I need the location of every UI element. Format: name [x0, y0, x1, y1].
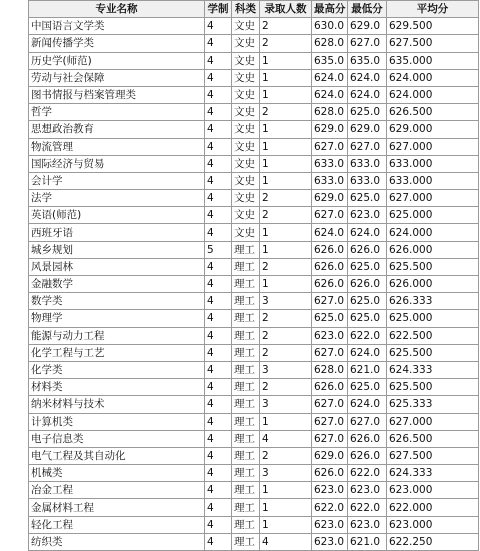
avg-score-cell: 626.333	[387, 293, 479, 310]
category-cell: 理工	[232, 533, 260, 550]
admitted-count-cell: 3	[260, 396, 312, 413]
min-score-cell: 625.0	[348, 293, 387, 310]
table-row	[29, 104, 479, 121]
min-score-cell: 626.0	[348, 241, 387, 258]
min-score-cell: 624.0	[348, 396, 387, 413]
category-cell: 理工	[232, 258, 260, 275]
category-cell: 理工	[232, 241, 260, 258]
min-score-cell: 624.0	[348, 86, 387, 103]
duration-cell: 4	[205, 207, 232, 224]
duration-cell: 4	[205, 430, 232, 447]
category-cell: 文史	[232, 104, 260, 121]
max-score-cell: 623.0	[312, 533, 348, 550]
avg-score-cell: 626.500	[387, 104, 479, 121]
max-score-cell: 627.0	[312, 396, 348, 413]
header-duration: 学制	[205, 1, 232, 18]
table-row	[29, 344, 479, 361]
max-score-cell: 623.0	[312, 327, 348, 344]
avg-score-cell: 625.500	[387, 344, 479, 361]
min-score-cell: 622.0	[348, 327, 387, 344]
duration-cell: 4	[205, 465, 232, 482]
avg-score-cell: 627.500	[387, 447, 479, 464]
category-cell: 文史	[232, 86, 260, 103]
avg-score-cell: 624.000	[387, 224, 479, 241]
duration-cell: 4	[205, 121, 232, 138]
avg-score-cell: 627.000	[387, 190, 479, 207]
min-score-cell: 626.0	[348, 276, 387, 293]
avg-score-cell: 624.333	[387, 465, 479, 482]
duration-cell: 4	[205, 224, 232, 241]
category-cell: 文史	[232, 172, 260, 189]
min-score-cell: 633.0	[348, 155, 387, 172]
max-score-cell: 629.0	[312, 190, 348, 207]
admitted-count-cell: 4	[260, 533, 312, 550]
category-cell: 理工	[232, 344, 260, 361]
max-score-cell: 628.0	[312, 361, 348, 378]
category-cell: 理工	[232, 430, 260, 447]
table-row	[29, 18, 479, 35]
major-name-cell: 劳动与社会保障	[29, 69, 205, 86]
category-cell: 理工	[232, 327, 260, 344]
duration-cell: 4	[205, 361, 232, 378]
table-row	[29, 86, 479, 103]
admitted-count-cell: 3	[260, 361, 312, 378]
max-score-cell: 626.0	[312, 465, 348, 482]
admitted-count-cell: 1	[260, 69, 312, 86]
avg-score-cell: 635.000	[387, 52, 479, 69]
header-row	[29, 1, 479, 18]
max-score-cell: 633.0	[312, 155, 348, 172]
major-name-cell: 会计学	[29, 172, 205, 189]
duration-cell: 4	[205, 276, 232, 293]
major-name-cell: 历史学(师范)	[29, 52, 205, 69]
category-cell: 文史	[232, 155, 260, 172]
avg-score-cell: 627.000	[387, 138, 479, 155]
avg-score-cell: 629.000	[387, 121, 479, 138]
max-score-cell: 624.0	[312, 69, 348, 86]
duration-cell: 4	[205, 310, 232, 327]
category-cell: 理工	[232, 482, 260, 499]
table-row	[29, 172, 479, 189]
avg-score-cell: 624.333	[387, 361, 479, 378]
max-score-cell: 627.0	[312, 293, 348, 310]
category-cell: 理工	[232, 465, 260, 482]
avg-score-cell: 625.000	[387, 310, 479, 327]
max-score-cell: 623.0	[312, 482, 348, 499]
admitted-count-cell: 2	[260, 379, 312, 396]
table-row	[29, 361, 479, 378]
min-score-cell: 635.0	[348, 52, 387, 69]
admitted-count-cell: 2	[260, 258, 312, 275]
admitted-count-cell: 1	[260, 138, 312, 155]
table-row	[29, 430, 479, 447]
admitted-count-cell: 3	[260, 293, 312, 310]
admitted-count-cell: 2	[260, 207, 312, 224]
table-row	[29, 121, 479, 138]
max-score-cell: 622.0	[312, 499, 348, 516]
max-score-cell: 624.0	[312, 224, 348, 241]
max-score-cell: 626.0	[312, 241, 348, 258]
major-name-cell: 金属材料工程	[29, 499, 205, 516]
table-row	[29, 533, 479, 550]
min-score-cell: 622.0	[348, 499, 387, 516]
min-score-cell: 624.0	[348, 344, 387, 361]
major-name-cell: 数学类	[29, 293, 205, 310]
min-score-cell: 626.0	[348, 447, 387, 464]
min-score-cell: 624.0	[348, 224, 387, 241]
avg-score-cell: 622.500	[387, 327, 479, 344]
max-score-cell: 629.0	[312, 121, 348, 138]
major-name-cell: 法学	[29, 190, 205, 207]
avg-score-cell: 623.000	[387, 516, 479, 533]
major-name-cell: 新闻传播学类	[29, 35, 205, 52]
admitted-count-cell: 1	[260, 86, 312, 103]
max-score-cell: 628.0	[312, 104, 348, 121]
avg-score-cell: 624.000	[387, 69, 479, 86]
min-score-cell: 625.0	[348, 104, 387, 121]
max-score-cell: 627.0	[312, 344, 348, 361]
category-cell: 文史	[232, 190, 260, 207]
admitted-count-cell: 1	[260, 224, 312, 241]
avg-score-cell: 633.000	[387, 172, 479, 189]
major-name-cell: 材料类	[29, 379, 205, 396]
admission-scores-table	[28, 0, 479, 551]
avg-score-cell: 626.000	[387, 276, 479, 293]
min-score-cell: 625.0	[348, 379, 387, 396]
category-cell: 理工	[232, 361, 260, 378]
max-score-cell: 635.0	[312, 52, 348, 69]
category-cell: 理工	[232, 516, 260, 533]
admitted-count-cell: 2	[260, 344, 312, 361]
table-body	[29, 18, 479, 551]
header-major-name: 专业名称	[29, 1, 205, 18]
max-score-cell: 629.0	[312, 447, 348, 464]
major-name-cell: 物理学	[29, 310, 205, 327]
category-cell: 文史	[232, 18, 260, 35]
avg-score-cell: 623.000	[387, 482, 479, 499]
avg-score-cell: 633.000	[387, 155, 479, 172]
avg-score-cell: 627.500	[387, 35, 479, 52]
admitted-count-cell: 2	[260, 35, 312, 52]
duration-cell: 4	[205, 379, 232, 396]
duration-cell: 4	[205, 396, 232, 413]
major-name-cell: 机械类	[29, 465, 205, 482]
header-category: 科类	[232, 1, 260, 18]
table-row	[29, 138, 479, 155]
min-score-cell: 627.0	[348, 138, 387, 155]
category-cell: 文史	[232, 69, 260, 86]
major-name-cell: 英语(师范)	[29, 207, 205, 224]
admitted-count-cell: 4	[260, 430, 312, 447]
major-name-cell: 金融数学	[29, 276, 205, 293]
major-name-cell: 风景园林	[29, 258, 205, 275]
admitted-count-cell: 1	[260, 482, 312, 499]
min-score-cell: 625.0	[348, 310, 387, 327]
max-score-cell: 626.0	[312, 276, 348, 293]
max-score-cell: 624.0	[312, 86, 348, 103]
category-cell: 理工	[232, 499, 260, 516]
table-row	[29, 155, 479, 172]
major-name-cell: 电气工程及其自动化	[29, 447, 205, 464]
duration-cell: 4	[205, 293, 232, 310]
avg-score-cell: 627.000	[387, 413, 479, 430]
min-score-cell: 623.0	[348, 207, 387, 224]
max-score-cell: 623.0	[312, 516, 348, 533]
table-row	[29, 499, 479, 516]
max-score-cell: 633.0	[312, 172, 348, 189]
admitted-count-cell: 2	[260, 104, 312, 121]
min-score-cell: 623.0	[348, 516, 387, 533]
avg-score-cell: 626.500	[387, 430, 479, 447]
admitted-count-cell: 2	[260, 447, 312, 464]
min-score-cell: 621.0	[348, 533, 387, 550]
category-cell: 文史	[232, 138, 260, 155]
table-header	[29, 1, 479, 18]
major-name-cell: 化学类	[29, 361, 205, 378]
major-name-cell: 纺织类	[29, 533, 205, 550]
table-row	[29, 396, 479, 413]
major-name-cell: 哲学	[29, 104, 205, 121]
admitted-count-cell: 1	[260, 499, 312, 516]
duration-cell: 4	[205, 327, 232, 344]
admitted-count-cell: 1	[260, 172, 312, 189]
table-row	[29, 465, 479, 482]
max-score-cell: 627.0	[312, 207, 348, 224]
duration-cell: 4	[205, 138, 232, 155]
min-score-cell: 622.0	[348, 465, 387, 482]
max-score-cell: 627.0	[312, 430, 348, 447]
table-row	[29, 190, 479, 207]
major-name-cell: 物流管理	[29, 138, 205, 155]
table-row	[29, 35, 479, 52]
min-score-cell: 627.0	[348, 413, 387, 430]
table-row	[29, 293, 479, 310]
min-score-cell: 621.0	[348, 361, 387, 378]
admitted-count-cell: 2	[260, 310, 312, 327]
category-cell: 文史	[232, 35, 260, 52]
category-cell: 理工	[232, 447, 260, 464]
duration-cell: 5	[205, 241, 232, 258]
admitted-count-cell: 1	[260, 413, 312, 430]
major-name-cell: 图书情报与档案管理类	[29, 86, 205, 103]
table-row	[29, 258, 479, 275]
table-row	[29, 482, 479, 499]
duration-cell: 4	[205, 344, 232, 361]
header-max-score: 最高分	[312, 1, 348, 18]
min-score-cell: 633.0	[348, 172, 387, 189]
avg-score-cell: 625.500	[387, 379, 479, 396]
admitted-count-cell: 2	[260, 190, 312, 207]
header-min-score: 最低分	[348, 1, 387, 18]
duration-cell: 4	[205, 86, 232, 103]
major-name-cell: 纳米材料与技术	[29, 396, 205, 413]
header-avg-score: 平均分	[387, 1, 479, 18]
duration-cell: 4	[205, 69, 232, 86]
duration-cell: 4	[205, 190, 232, 207]
table-row	[29, 69, 479, 86]
avg-score-cell: 625.333	[387, 396, 479, 413]
major-name-cell: 思想政治教育	[29, 121, 205, 138]
duration-cell: 4	[205, 35, 232, 52]
category-cell: 理工	[232, 413, 260, 430]
category-cell: 理工	[232, 379, 260, 396]
admitted-count-cell: 2	[260, 327, 312, 344]
table-row	[29, 241, 479, 258]
min-score-cell: 627.0	[348, 35, 387, 52]
max-score-cell: 627.0	[312, 413, 348, 430]
table-row	[29, 276, 479, 293]
max-score-cell: 630.0	[312, 18, 348, 35]
category-cell: 文史	[232, 121, 260, 138]
admitted-count-cell: 1	[260, 155, 312, 172]
duration-cell: 4	[205, 104, 232, 121]
duration-cell: 4	[205, 258, 232, 275]
major-name-cell: 计算机类	[29, 413, 205, 430]
duration-cell: 4	[205, 18, 232, 35]
table-row	[29, 327, 479, 344]
admitted-count-cell: 1	[260, 516, 312, 533]
major-name-cell: 城乡规划	[29, 241, 205, 258]
table-row	[29, 516, 479, 533]
category-cell: 理工	[232, 310, 260, 327]
admitted-count-cell: 2	[260, 18, 312, 35]
max-score-cell: 625.0	[312, 310, 348, 327]
table-row	[29, 447, 479, 464]
duration-cell: 4	[205, 172, 232, 189]
admitted-count-cell: 1	[260, 52, 312, 69]
min-score-cell: 625.0	[348, 190, 387, 207]
category-cell: 理工	[232, 396, 260, 413]
major-name-cell: 西班牙语	[29, 224, 205, 241]
admitted-count-cell: 1	[260, 241, 312, 258]
category-cell: 文史	[232, 52, 260, 69]
table-row	[29, 52, 479, 69]
duration-cell: 4	[205, 155, 232, 172]
major-name-cell: 国际经济与贸易	[29, 155, 205, 172]
category-cell: 理工	[232, 276, 260, 293]
category-cell: 文史	[232, 207, 260, 224]
duration-cell: 4	[205, 533, 232, 550]
avg-score-cell: 629.500	[387, 18, 479, 35]
duration-cell: 4	[205, 52, 232, 69]
avg-score-cell: 626.000	[387, 241, 479, 258]
duration-cell: 4	[205, 447, 232, 464]
min-score-cell: 625.0	[348, 258, 387, 275]
major-name-cell: 轻化工程	[29, 516, 205, 533]
avg-score-cell: 625.000	[387, 207, 479, 224]
min-score-cell: 623.0	[348, 482, 387, 499]
table-row	[29, 207, 479, 224]
table-row	[29, 310, 479, 327]
duration-cell: 4	[205, 516, 232, 533]
duration-cell: 4	[205, 499, 232, 516]
major-name-cell: 冶金工程	[29, 482, 205, 499]
major-name-cell: 电子信息类	[29, 430, 205, 447]
major-name-cell: 能源与动力工程	[29, 327, 205, 344]
category-cell: 文史	[232, 224, 260, 241]
min-score-cell: 624.0	[348, 69, 387, 86]
max-score-cell: 628.0	[312, 35, 348, 52]
duration-cell: 4	[205, 413, 232, 430]
max-score-cell: 627.0	[312, 138, 348, 155]
min-score-cell: 626.0	[348, 430, 387, 447]
table-row	[29, 413, 479, 430]
admitted-count-cell: 3	[260, 465, 312, 482]
major-name-cell: 中国语言文学类	[29, 18, 205, 35]
major-name-cell: 化学工程与工艺	[29, 344, 205, 361]
table-row	[29, 379, 479, 396]
min-score-cell: 629.0	[348, 121, 387, 138]
category-cell: 理工	[232, 293, 260, 310]
table-row	[29, 224, 479, 241]
admitted-count-cell: 1	[260, 276, 312, 293]
avg-score-cell: 622.000	[387, 499, 479, 516]
max-score-cell: 626.0	[312, 379, 348, 396]
header-admitted-count: 录取人数	[260, 1, 312, 18]
admitted-count-cell: 1	[260, 121, 312, 138]
min-score-cell: 629.0	[348, 18, 387, 35]
avg-score-cell: 624.000	[387, 86, 479, 103]
duration-cell: 4	[205, 482, 232, 499]
max-score-cell: 626.0	[312, 258, 348, 275]
avg-score-cell: 622.250	[387, 533, 479, 550]
avg-score-cell: 625.500	[387, 258, 479, 275]
